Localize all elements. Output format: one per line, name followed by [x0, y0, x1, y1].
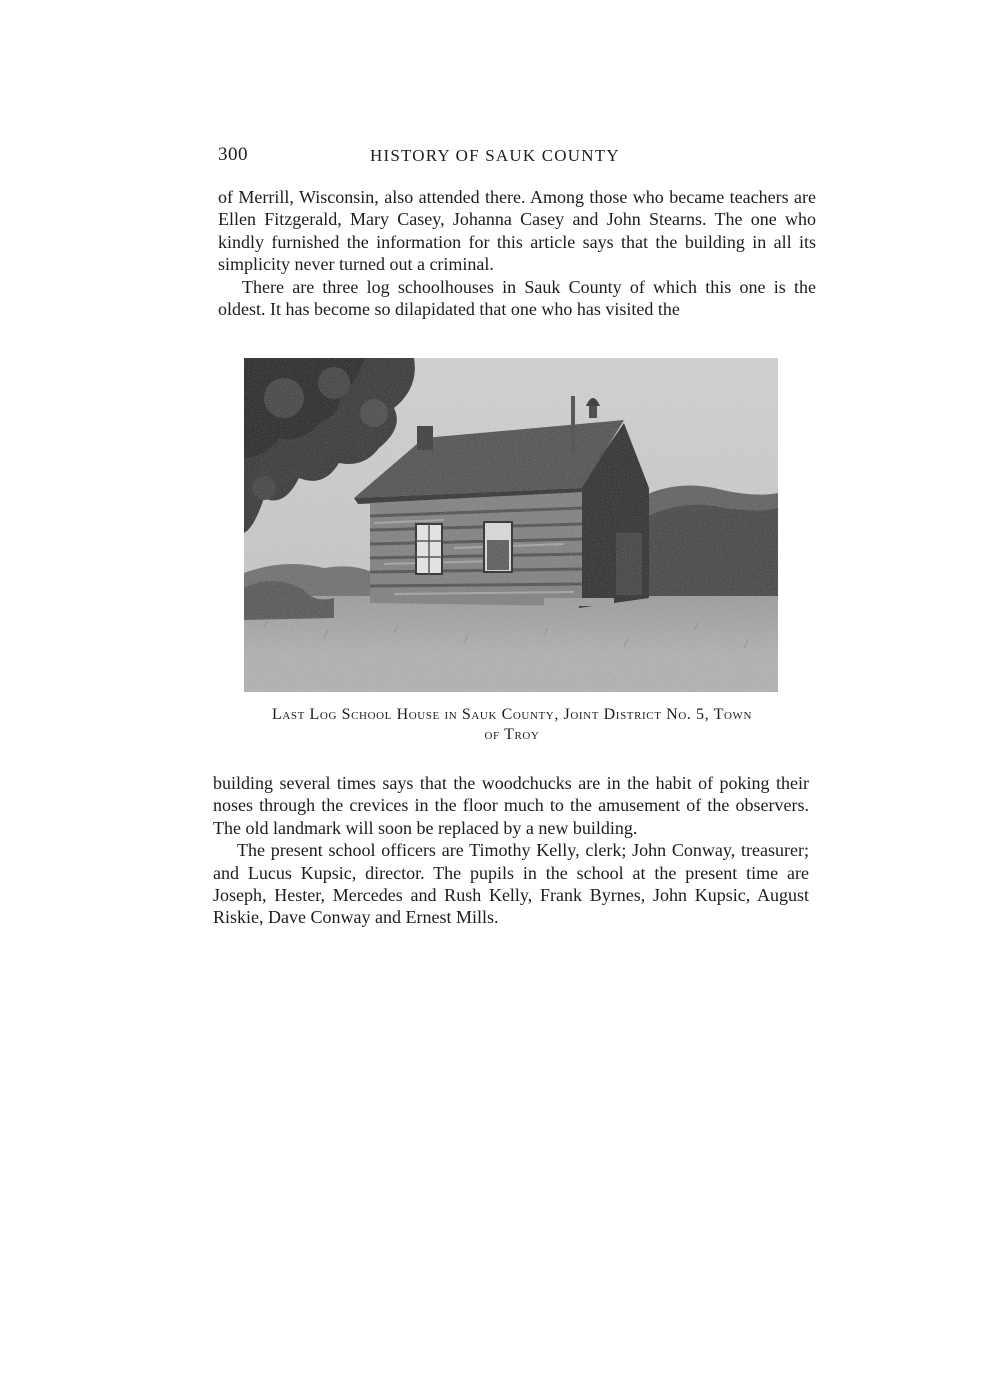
caption-line-2: of Troy [484, 726, 540, 743]
running-head [218, 144, 816, 174]
paragraph-school-officers: The present school officers are Timothy Kelly, clerk; John Conway, treasurer; and Lucus Kupsic, director. The pupils in the school at the present time are Joseph, Hester, Mercedes and Rush Kelly, Frank Byrnes, John Kupsic, August Riskie, Dave Conway and Ernest Mills. [213, 840, 809, 928]
paragraph-log-schoolhouses: There are three log schoolhouses in Sauk County of which this one is the oldest. It has become so dilapidated that one who has visited the [218, 276, 816, 320]
caption-line-1: Last Log School House in Sauk County, Joint District No. 5, Town [271, 706, 753, 723]
figure-caption [210, 705, 814, 745]
text-block-top [218, 186, 816, 320]
paragraph-continued: of Merrill, Wisconsin, also attended there. Among those who became teachers are Ellen Fitzgerald, Mary Casey, Johanna Casey and John Stearns. The one who kindly furnished the information for this article says that the building in all its simplicity never turned out a criminal. [218, 187, 816, 275]
photo-log-schoolhouse [244, 358, 778, 692]
paragraph-woodchucks: building several times says that the woodchucks are in the habit of poking their noses through the crevices in the floor much to the amusement of the observers. The old landmark will soon be replaced by a new building. [213, 773, 809, 838]
text-block-bottom [213, 772, 809, 929]
running-title: HISTORY OF SAUK COUNTY [370, 146, 620, 165]
photograph [244, 358, 778, 692]
page-number: 300 [218, 144, 248, 165]
